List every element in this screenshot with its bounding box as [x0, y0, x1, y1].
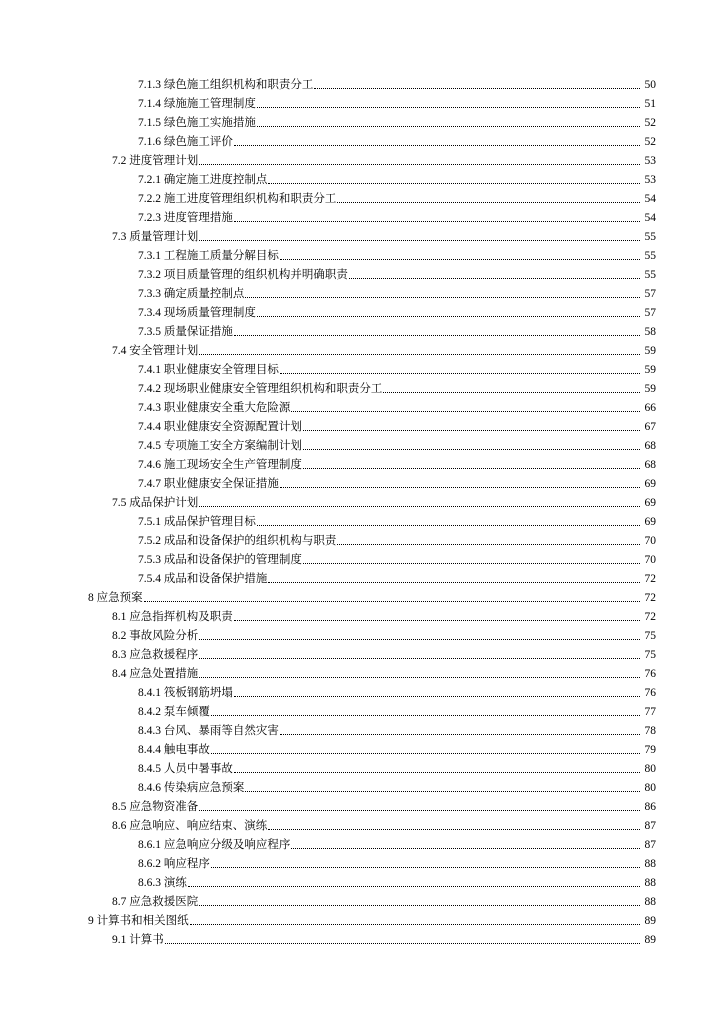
toc-entry[interactable] — [0, 131, 724, 150]
dot-leader — [280, 372, 640, 374]
toc-entry-title: 7.4.7 职业健康安全保证措施 — [138, 478, 279, 490]
toc-entry-title: 8.5 应急物资准备 — [112, 801, 199, 813]
dot-leader — [199, 505, 640, 507]
dot-leader — [199, 353, 640, 355]
toc-entry-title: 8.4.4 触电事故 — [138, 744, 210, 756]
toc-entry-page-number: 75 — [644, 649, 656, 661]
toc-entry-page-number: 58 — [644, 326, 656, 338]
toc-entry[interactable] — [0, 815, 724, 834]
toc-entry[interactable] — [0, 74, 724, 93]
toc-entry-title: 7.4.6 施工现场安全生产管理制度 — [138, 459, 302, 471]
toc-entry-page-number: 76 — [644, 687, 656, 699]
toc-entry-page-number: 55 — [644, 269, 656, 281]
toc-entry-page-number: 55 — [644, 231, 656, 243]
table-of-contents — [0, 74, 724, 948]
toc-entry-title: 7.3.1 工程施工质量分解目标 — [138, 250, 279, 262]
dot-leader — [337, 543, 640, 545]
toc-entry[interactable] — [0, 663, 724, 682]
toc-entry[interactable] — [0, 340, 724, 359]
toc-entry-title: 8.4.2 泵车倾覆 — [138, 706, 210, 718]
toc-entry[interactable] — [0, 169, 724, 188]
dot-leader — [234, 334, 640, 336]
toc-entry[interactable] — [0, 701, 724, 720]
toc-entry[interactable] — [0, 587, 724, 606]
toc-entry[interactable] — [0, 435, 724, 454]
toc-entry[interactable] — [0, 644, 724, 663]
toc-entry-title: 8.1 应急指挥机构及职责 — [112, 611, 233, 623]
dot-leader — [349, 277, 640, 279]
toc-entry-title: 7.3.3 确定质量控制点 — [138, 288, 245, 300]
toc-entry-page-number: 59 — [644, 345, 656, 357]
toc-entry-title: 8.4.6 传染病应急预案 — [138, 782, 245, 794]
toc-entry-title: 9.1 计算书 — [112, 934, 164, 946]
toc-entry-title: 8.6.2 响应程序 — [138, 858, 210, 870]
toc-entry-page-number: 70 — [644, 535, 656, 547]
toc-entry-title: 8.3 应急救援程序 — [112, 649, 199, 661]
toc-entry[interactable] — [0, 568, 724, 587]
toc-entry-title: 7.4.3 职业健康安全重大危险源 — [138, 402, 291, 414]
dot-leader — [165, 942, 640, 944]
dot-leader — [144, 600, 640, 602]
toc-entry-page-number: 54 — [644, 193, 656, 205]
toc-entry[interactable] — [0, 112, 724, 131]
toc-entry[interactable] — [0, 549, 724, 568]
toc-entry-page-number: 70 — [644, 554, 656, 566]
dot-leader — [234, 220, 640, 222]
dot-leader — [303, 562, 640, 564]
toc-entry[interactable] — [0, 207, 724, 226]
toc-entry-page-number: 76 — [644, 668, 656, 680]
toc-entry-page-number: 78 — [644, 725, 656, 737]
toc-entry-title: 8.4.5 人员中暑事故 — [138, 763, 233, 775]
toc-entry[interactable] — [0, 93, 724, 112]
dot-leader — [190, 923, 640, 925]
toc-entry-page-number: 66 — [644, 402, 656, 414]
dot-leader — [234, 771, 640, 773]
toc-entry[interactable] — [0, 796, 724, 815]
dot-leader — [211, 714, 640, 716]
toc-entry[interactable] — [0, 264, 724, 283]
toc-entry-page-number: 87 — [644, 820, 656, 832]
toc-entry-title: 7.4.5 专项施工安全方案编制计划 — [138, 440, 302, 452]
toc-entry-page-number: 72 — [644, 592, 656, 604]
toc-entry-title: 7.4.4 职业健康安全资源配置计划 — [138, 421, 302, 433]
toc-entry-title: 8.6.3 演练 — [138, 877, 187, 889]
toc-entry-page-number: 55 — [644, 250, 656, 262]
toc-entry-page-number: 51 — [644, 98, 656, 110]
toc-entry-title: 8.4.3 台风、暴雨等自然灾害 — [138, 725, 279, 737]
dot-leader — [199, 676, 640, 678]
toc-entry[interactable] — [0, 530, 724, 549]
dot-leader — [383, 391, 640, 393]
toc-entry[interactable] — [0, 492, 724, 511]
toc-entry[interactable] — [0, 378, 724, 397]
toc-entry-page-number: 86 — [644, 801, 656, 813]
toc-entry-page-number: 69 — [644, 497, 656, 509]
toc-entry-page-number: 54 — [644, 212, 656, 224]
dot-leader — [234, 695, 640, 697]
toc-entry-title: 7.2.1 确定施工进度控制点 — [138, 174, 268, 186]
toc-entry-page-number: 79 — [644, 744, 656, 756]
toc-entry-page-number: 88 — [644, 896, 656, 908]
dot-leader — [199, 904, 640, 906]
dot-leader — [199, 809, 640, 811]
toc-entry-page-number: 89 — [644, 934, 656, 946]
toc-entry-title: 7.2.3 进度管理措施 — [138, 212, 233, 224]
toc-entry[interactable] — [0, 682, 724, 701]
toc-entry[interactable] — [0, 473, 724, 492]
toc-entry-page-number: 77 — [644, 706, 656, 718]
toc-entry-title: 7.3.5 质量保证措施 — [138, 326, 233, 338]
toc-entry-title: 7.4 安全管理计划 — [112, 345, 199, 357]
toc-entry-title: 7.1.5 绿色施工实施措施 — [138, 117, 256, 129]
dot-leader — [337, 201, 640, 203]
dot-leader — [234, 619, 640, 621]
toc-entry[interactable] — [0, 283, 724, 302]
dot-leader — [234, 144, 640, 146]
toc-entry-page-number: 75 — [644, 630, 656, 642]
toc-entry[interactable] — [0, 245, 724, 264]
toc-entry-page-number: 80 — [644, 782, 656, 794]
toc-entry-title: 8.6 应急响应、响应结束、演练 — [112, 820, 268, 832]
toc-entry[interactable] — [0, 302, 724, 321]
dot-leader — [280, 486, 640, 488]
toc-entry-title: 7.5.2 成品和设备保护的组织机构与职责 — [138, 535, 337, 547]
dot-leader — [199, 638, 640, 640]
toc-entry-title: 7.1.6 绿色施工评价 — [138, 136, 233, 148]
dot-leader — [199, 239, 640, 241]
toc-entry-page-number: 72 — [644, 573, 656, 585]
toc-entry-page-number: 89 — [644, 915, 656, 927]
toc-entry-title: 7.5 成品保护计划 — [112, 497, 199, 509]
toc-entry[interactable] — [0, 511, 724, 530]
dot-leader — [257, 125, 640, 127]
toc-entry-title: 8.4 应急处置措施 — [112, 668, 199, 680]
toc-entry-page-number: 67 — [644, 421, 656, 433]
toc-entry[interactable] — [0, 872, 724, 891]
dot-leader — [199, 657, 640, 659]
toc-entry-title: 8.6.1 应急响应分级及响应程序 — [138, 839, 291, 851]
toc-entry[interactable] — [0, 720, 724, 739]
toc-entry-page-number: 59 — [644, 364, 656, 376]
dot-leader — [268, 182, 640, 184]
toc-entry-page-number: 57 — [644, 307, 656, 319]
dot-leader — [303, 467, 640, 469]
toc-entry-page-number: 88 — [644, 877, 656, 889]
toc-entry-page-number: 59 — [644, 383, 656, 395]
toc-entry-title: 7.2.2 施工进度管理组织机构和职责分工 — [138, 193, 337, 205]
toc-entry[interactable] — [0, 739, 724, 758]
toc-entry-title: 8 应急预案 — [88, 592, 143, 604]
dot-leader — [211, 866, 640, 868]
toc-entry-title: 7.5.4 成品和设备保护措施 — [138, 573, 268, 585]
toc-entry-title: 7.3.4 现场质量管理制度 — [138, 307, 256, 319]
dot-leader — [245, 296, 640, 298]
dot-leader — [257, 106, 640, 108]
toc-entry[interactable] — [0, 834, 724, 853]
toc-entry-title: 7.4.2 现场职业健康安全管理组织机构和职责分工 — [138, 383, 383, 395]
toc-entry-page-number: 69 — [644, 516, 656, 528]
toc-entry[interactable] — [0, 359, 724, 378]
toc-entry-page-number: 52 — [644, 117, 656, 129]
toc-entry-page-number: 88 — [644, 858, 656, 870]
toc-entry[interactable] — [0, 606, 724, 625]
toc-entry-page-number: 52 — [644, 136, 656, 148]
dot-leader — [257, 315, 640, 317]
toc-entry-title: 7.5.1 成品保护管理目标 — [138, 516, 256, 528]
toc-entry[interactable] — [0, 625, 724, 644]
dot-leader — [188, 885, 640, 887]
toc-entry[interactable] — [0, 929, 724, 948]
dot-leader — [280, 733, 640, 735]
dot-leader — [280, 258, 640, 260]
toc-entry-page-number: 53 — [644, 174, 656, 186]
toc-entry[interactable] — [0, 758, 724, 777]
toc-entry[interactable] — [0, 226, 724, 245]
toc-entry-title: 8.2 事故风险分析 — [112, 630, 199, 642]
toc-entry-page-number: 87 — [644, 839, 656, 851]
toc-entry[interactable] — [0, 188, 724, 207]
toc-entry-page-number: 50 — [644, 79, 656, 91]
dot-leader — [268, 828, 640, 830]
toc-entry-page-number: 68 — [644, 440, 656, 452]
dot-leader — [291, 410, 640, 412]
toc-entry[interactable] — [0, 397, 724, 416]
toc-entry-page-number: 57 — [644, 288, 656, 300]
dot-leader — [199, 163, 640, 165]
toc-entry-page-number: 53 — [644, 155, 656, 167]
toc-entry[interactable] — [0, 910, 724, 929]
dot-leader — [211, 752, 640, 754]
toc-entry[interactable] — [0, 416, 724, 435]
toc-entry[interactable] — [0, 891, 724, 910]
toc-entry[interactable] — [0, 454, 724, 473]
toc-entry-title: 7.5.3 成品和设备保护的管理制度 — [138, 554, 302, 566]
dot-leader — [268, 581, 640, 583]
toc-entry-page-number: 80 — [644, 763, 656, 775]
toc-entry-title: 8.7 应急救援医院 — [112, 896, 199, 908]
dot-leader — [291, 847, 640, 849]
toc-entry-title: 8.4.1 筏板钢筋坍塌 — [138, 687, 233, 699]
toc-entry-page-number: 72 — [644, 611, 656, 623]
toc-entry-title: 9 计算书和相关图纸 — [88, 915, 189, 927]
toc-entry[interactable] — [0, 777, 724, 796]
toc-entry-title: 7.3 质量管理计划 — [112, 231, 199, 243]
toc-entry-title: 7.4.1 职业健康安全管理目标 — [138, 364, 279, 376]
toc-entry[interactable] — [0, 150, 724, 169]
dot-leader — [314, 87, 640, 89]
toc-entry-title: 7.1.3 绿色施工组织机构和职责分工 — [138, 79, 314, 91]
toc-entry[interactable] — [0, 853, 724, 872]
toc-entry-title: 7.3.2 项目质量管理的组织机构并明确职责 — [138, 269, 348, 281]
toc-entry-page-number: 69 — [644, 478, 656, 490]
dot-leader — [303, 429, 640, 431]
toc-entry-title: 7.1.4 绿施施工管理制度 — [138, 98, 256, 110]
toc-entry-page-number: 68 — [644, 459, 656, 471]
toc-entry-title: 7.2 进度管理计划 — [112, 155, 199, 167]
dot-leader — [257, 524, 640, 526]
toc-entry[interactable] — [0, 321, 724, 340]
dot-leader — [303, 448, 640, 450]
dot-leader — [245, 790, 640, 792]
